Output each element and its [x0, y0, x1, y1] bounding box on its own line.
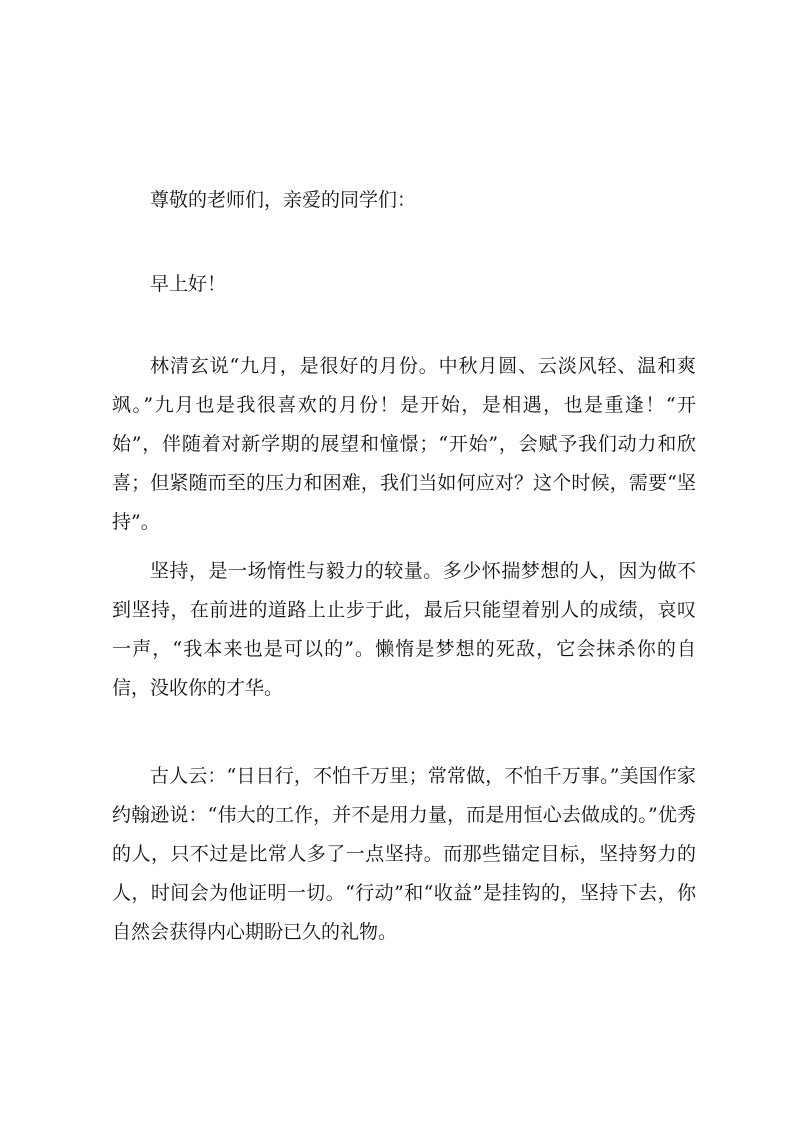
- paragraph-1: [112, 347, 696, 542]
- paragraph-text: 坚持，是一场惰性与毅力的较量。多少怀揣梦想的人，因为做不到坚持，在前进的道路上止步于此，最后只能望着别人的成绩，哀叹一声，“我本来也是可以的”。懒惰是梦想的死敌，它会抹杀你的自信，没收你的才华。: [112, 560, 696, 699]
- salutation-line: 尊敬的老师们，亲爱的同学们：: [150, 189, 417, 211]
- greeting-line: 早上好！: [150, 273, 227, 295]
- greeting-text: [112, 265, 696, 304]
- paragraph-3: [112, 757, 696, 952]
- paragraph-text: 古人云：“日日行，不怕千万里；常常做，不怕千万事。”美国作家约翰逊说：“伟大的工作，并不是用力量，而是用恒心去做成的。”优秀的人，只不过是比常人多了一点坚持。而那些锚定目标，坚持努力的人，时间会为他证明一切。“行动”和“收益”是挂钩的，坚持下去，你自然会获得内心期盼已久的礼物。: [112, 765, 696, 943]
- paragraph-text: 林清玄说“九月，是很好的月份。中秋月圆、云淡风轻、温和爽飒。”九月也是我很喜欢的月份！是开始，是相遇，也是重逢！“开始”，伴随着对新学期的展望和憧憬；“开始”，会赋予我们动力和欣喜；但紧随而至的压力和困难，我们当如何应对？这个时候，需要“坚持”。: [112, 355, 696, 533]
- paragraph-2: [112, 552, 696, 708]
- salutation-text: [112, 181, 696, 220]
